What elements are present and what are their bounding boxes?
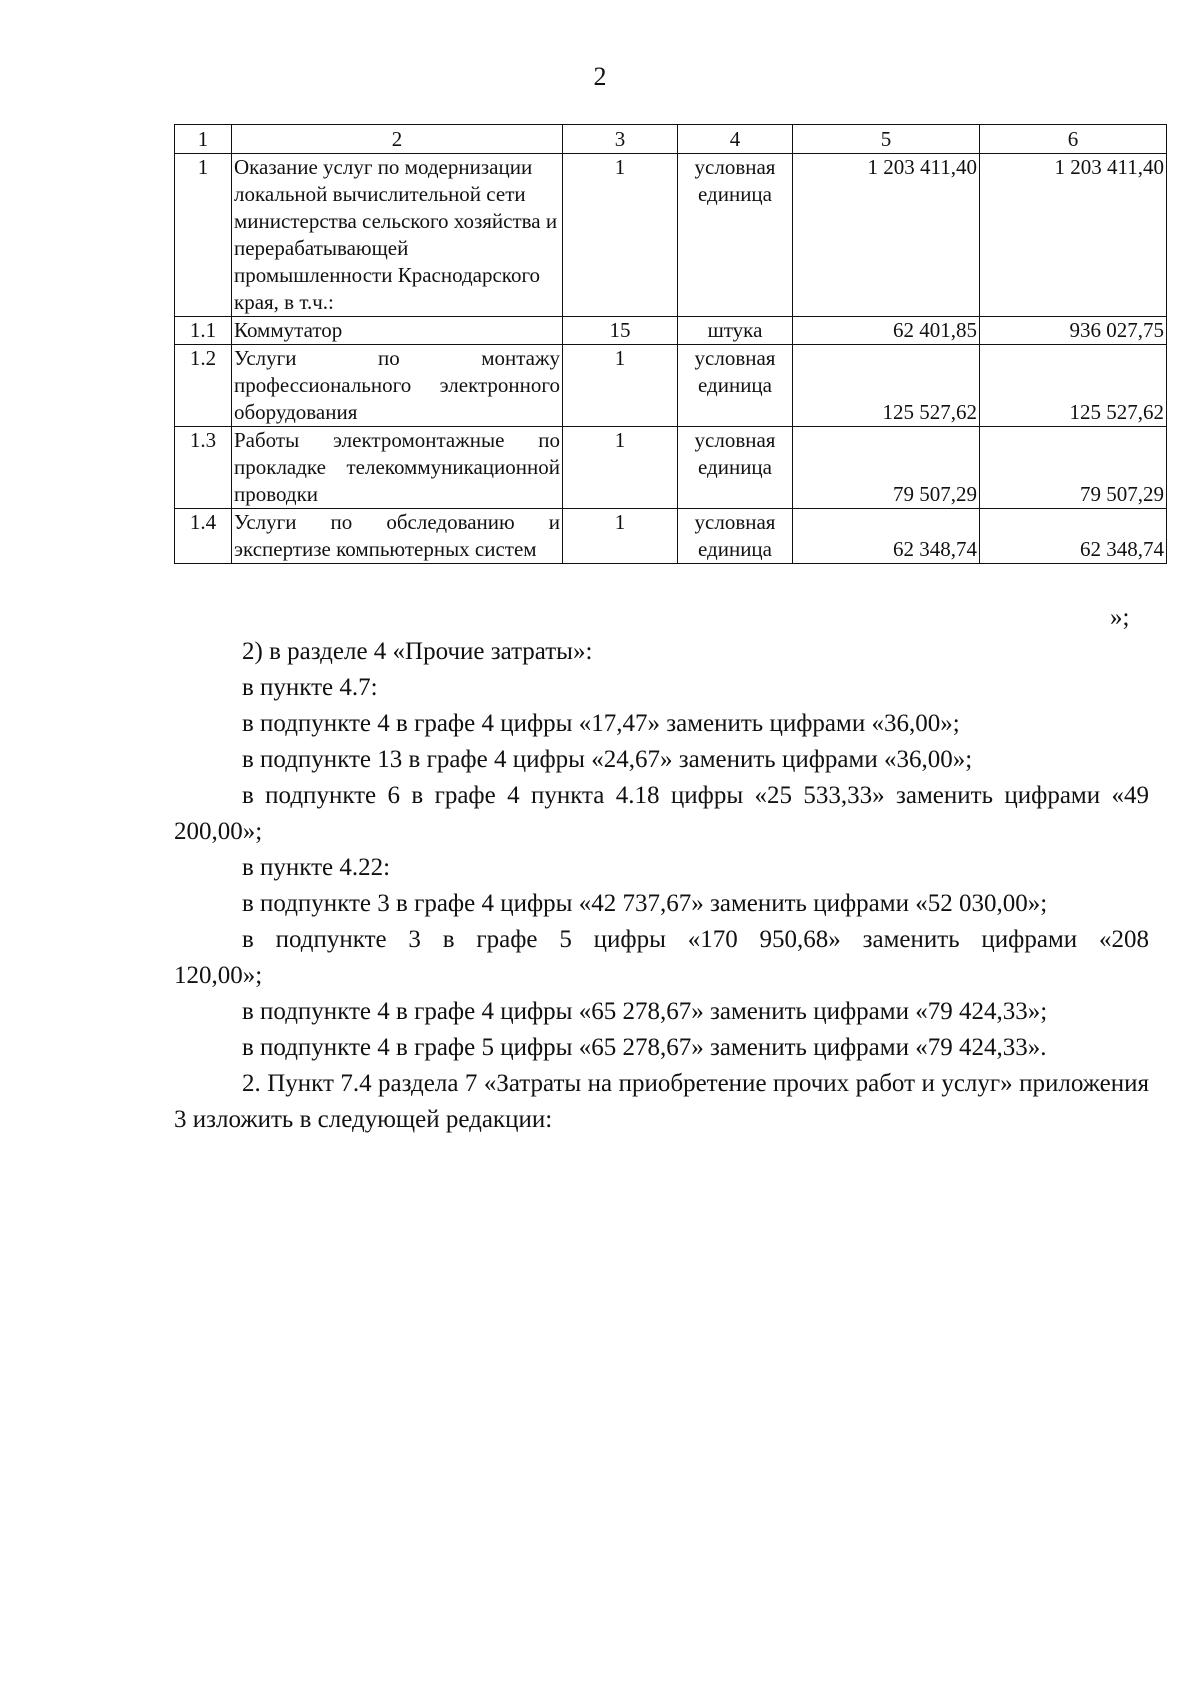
- row-quantity: 15: [563, 317, 678, 345]
- column-header: 1: [175, 125, 232, 154]
- table-row: [175, 345, 1167, 427]
- row-quantity: 1: [563, 427, 678, 509]
- row-unit: условная единица: [678, 427, 793, 509]
- paragraph: в подпункте 4 в графе 4 цифры «17,47» заменить цифрами «36,00»;: [242, 710, 960, 737]
- row-price: 62 401,85: [793, 317, 980, 345]
- row-name: Оказание услуг по модернизации локальной вычислительной сети министерства сельского хозяйства и перерабатывающей промышленности Краснодарского края, в т.ч.:: [232, 154, 563, 317]
- row-quantity: 1: [563, 154, 678, 317]
- row-total: 79 507,29: [980, 427, 1167, 509]
- paragraph: в подпункте 6 в графе 4 пункта 4.18 цифры «25 533,33» заменить цифрами «49 200,00»;: [174, 782, 1149, 845]
- row-total: 62 348,74: [980, 509, 1167, 564]
- column-header: 2: [232, 125, 563, 154]
- row-unit: условная единица: [678, 154, 793, 317]
- row-price: 1 203 411,40: [793, 154, 980, 317]
- row-unit: условная единица: [678, 509, 793, 564]
- paragraph: 2. Пункт 7.4 раздела 7 «Затраты на приобретение прочих работ и услуг» приложения 3 изложить в следующей редакции:: [174, 1070, 1149, 1133]
- paragraph: в пункте 4.22:: [242, 854, 391, 881]
- table-header-row: [175, 125, 1167, 154]
- column-header: 5: [793, 125, 980, 154]
- cost-table: [174, 124, 1167, 564]
- row-name: Услуги по монтажу профессионального электронного оборудования: [232, 345, 563, 427]
- row-number: 1.1: [175, 317, 232, 345]
- paragraph: в подпункте 3 в графе 5 цифры «170 950,68» заменить цифрами «208 120,00»;: [174, 926, 1149, 989]
- row-number: 1: [175, 154, 232, 317]
- row-number: 1.3: [175, 427, 232, 509]
- paragraph: в подпункте 13 в графе 4 цифры «24,67» заменить цифрами «36,00»;: [242, 746, 973, 773]
- row-price: 62 348,74: [793, 509, 980, 564]
- amendment-text: [174, 634, 1149, 1138]
- table-row: [175, 509, 1167, 564]
- row-price: 79 507,29: [793, 427, 980, 509]
- page-number: 2: [593, 62, 607, 91]
- row-unit: условная единица: [678, 345, 793, 427]
- paragraph: в подпункте 4 в графе 4 цифры «65 278,67» заменить цифрами «79 424,33»;: [242, 998, 1048, 1025]
- paragraph: в подпункте 4 в графе 5 цифры «65 278,67» заменить цифрами «79 424,33».: [242, 1034, 1047, 1061]
- row-name: Работы электромонтажные по прокладке телекоммуникационной проводки: [232, 427, 563, 509]
- row-name: Услуги по обследованию и экспертизе компьютерных систем: [232, 509, 563, 564]
- table-row: [175, 317, 1167, 345]
- row-unit: штука: [678, 317, 793, 345]
- column-header: 3: [563, 125, 678, 154]
- row-total: 936 027,75: [980, 317, 1167, 345]
- paragraph: 2) в разделе 4 «Прочие затраты»:: [242, 638, 593, 665]
- closing-quote: »;: [1110, 604, 1130, 631]
- row-total: 1 203 411,40: [980, 154, 1167, 317]
- row-quantity: 1: [563, 509, 678, 564]
- paragraph: в пункте 4.7:: [242, 674, 378, 701]
- row-number: 1.4: [175, 509, 232, 564]
- paragraph: в подпункте 3 в графе 4 цифры «42 737,67» заменить цифрами «52 030,00»;: [242, 890, 1048, 917]
- table-row: [175, 427, 1167, 509]
- row-number: 1.2: [175, 345, 232, 427]
- row-total: 125 527,62: [980, 345, 1167, 427]
- column-header: 6: [980, 125, 1167, 154]
- row-quantity: 1: [563, 345, 678, 427]
- column-header: 4: [678, 125, 793, 154]
- table-row: [175, 154, 1167, 317]
- row-name: Коммутатор: [232, 317, 563, 345]
- row-price: 125 527,62: [793, 345, 980, 427]
